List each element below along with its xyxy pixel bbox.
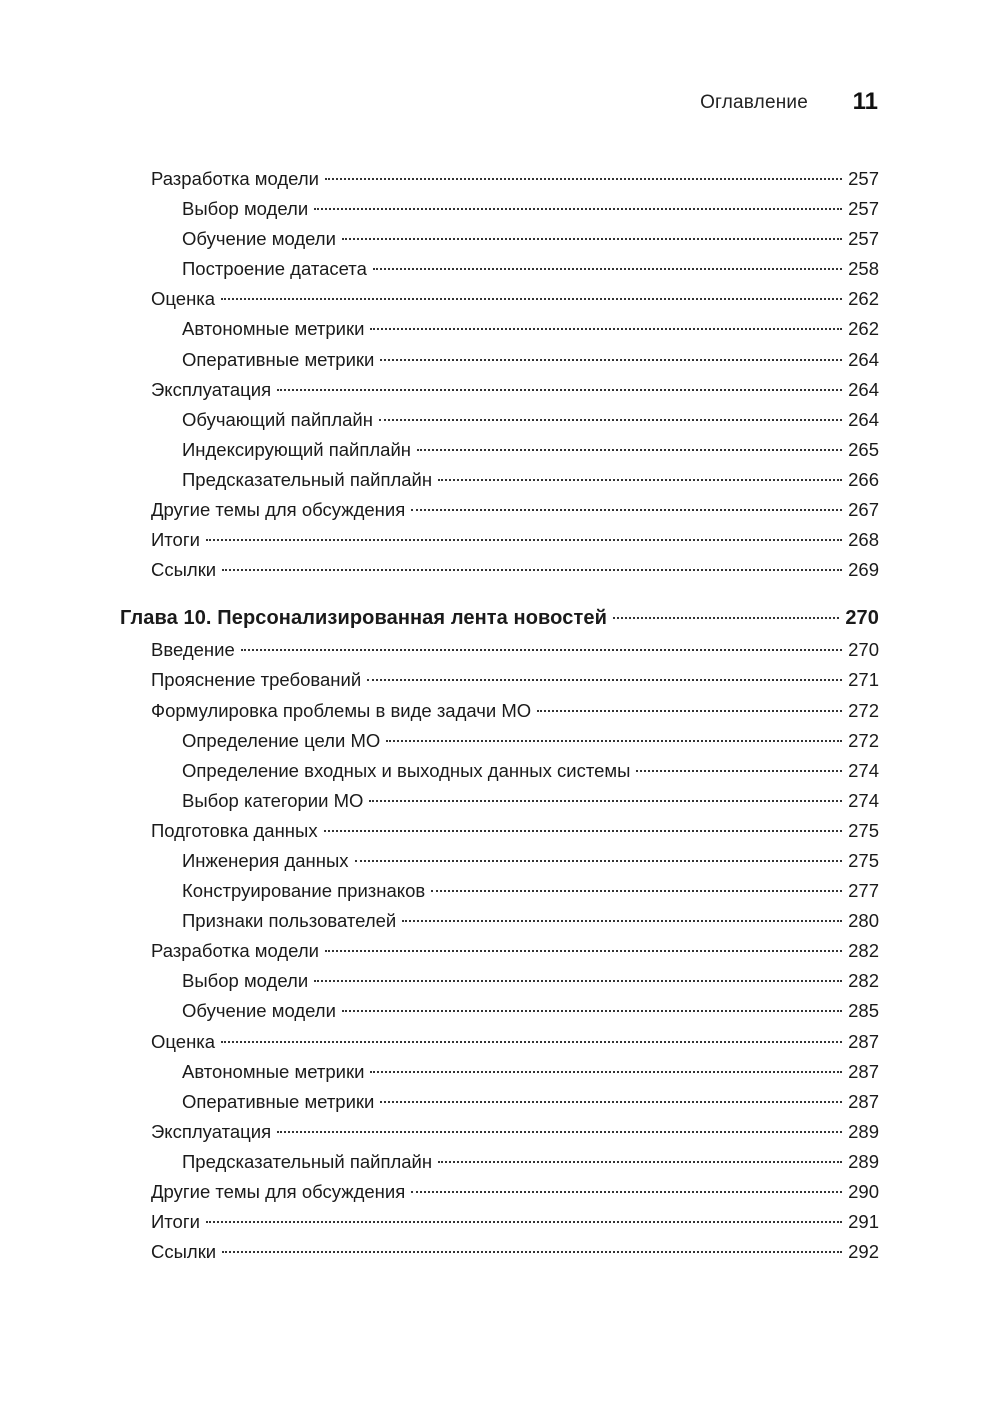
dot-leader xyxy=(369,800,842,802)
toc-entry[interactable] xyxy=(120,816,879,846)
dot-leader xyxy=(537,710,842,712)
toc-entry-title: Индексирующий пайплайн xyxy=(182,438,412,460)
toc-entry[interactable] xyxy=(120,1027,879,1057)
dot-leader xyxy=(379,419,842,421)
toc-entry-page: 267 xyxy=(848,499,879,521)
toc-entry-title: Выбор модели xyxy=(182,198,309,220)
toc-entry-title: Обучение модели xyxy=(182,1000,336,1022)
toc-entry-page: 264 xyxy=(848,408,879,430)
toc-entry-title: Предсказательный пайплайн xyxy=(182,1150,433,1172)
toc-entry-page: 266 xyxy=(848,468,879,490)
toc-entry-page: 275 xyxy=(848,819,879,841)
toc-entry-page: 262 xyxy=(848,288,879,310)
toc-entry-page: 274 xyxy=(848,789,879,811)
dot-leader xyxy=(367,679,842,681)
dot-leader xyxy=(431,890,842,892)
dot-leader xyxy=(411,1191,842,1193)
toc-entry-title: Эксплуатация xyxy=(151,1120,272,1142)
toc-entry-title: Ссылки xyxy=(151,1241,217,1263)
dot-leader xyxy=(373,268,842,270)
toc-entry[interactable] xyxy=(120,1237,879,1267)
table-of-contents xyxy=(120,164,879,1267)
toc-entry[interactable] xyxy=(120,345,879,375)
toc-entry-page: 287 xyxy=(848,1030,879,1052)
toc-entry-title: Оперативные метрики xyxy=(182,348,375,370)
dot-leader xyxy=(380,359,842,361)
dot-leader xyxy=(324,830,843,832)
dot-leader xyxy=(370,1071,842,1073)
dot-leader xyxy=(221,1041,842,1043)
toc-entry-title: Другие темы для обсуждения xyxy=(151,1181,406,1202)
dot-leader xyxy=(206,1221,842,1223)
toc-entry-title: Предсказательный пайплайн xyxy=(182,468,433,490)
dot-leader xyxy=(417,449,842,451)
toc-entry[interactable] xyxy=(120,906,879,936)
toc-entry-page: 292 xyxy=(848,1241,879,1263)
dot-leader xyxy=(636,770,842,772)
toc-entry[interactable] xyxy=(120,726,879,756)
toc-entry-title: Признаки пользователей xyxy=(182,910,397,932)
toc-entry[interactable] xyxy=(120,284,879,314)
toc-entry-title: Определение входных и выходных данных системы xyxy=(182,759,631,781)
toc-entry-page: 280 xyxy=(848,910,879,932)
toc-entry-page: 289 xyxy=(848,1150,879,1172)
toc-entry-page: 291 xyxy=(848,1211,879,1233)
toc-entry-page: 270 xyxy=(845,607,879,630)
dot-leader xyxy=(206,539,842,541)
dot-leader xyxy=(314,208,842,210)
toc-entry-page: 264 xyxy=(848,378,879,400)
toc-entry-title: Выбор модели xyxy=(182,970,309,992)
toc-entry-title: Определение цели МО xyxy=(182,729,381,751)
page-number: 11 xyxy=(852,88,878,115)
toc-entry-title: Подготовка данных xyxy=(151,819,318,841)
dot-leader xyxy=(277,1131,842,1133)
toc-entry[interactable] xyxy=(120,1057,879,1087)
toc-entry-title: Построение датасета xyxy=(182,258,367,280)
toc-entry-page: 285 xyxy=(848,1000,879,1022)
toc-entry[interactable] xyxy=(120,1117,879,1147)
toc-entry-page: 289 xyxy=(848,1120,879,1142)
toc-entry-title: Итоги xyxy=(151,529,200,551)
dot-leader xyxy=(370,328,842,330)
toc-entry-page: 271 xyxy=(848,669,879,691)
toc-entry-page: 257 xyxy=(848,198,879,220)
toc-entry-page: 262 xyxy=(848,318,879,340)
toc-entry-title: Прояснение требований xyxy=(151,669,362,691)
toc-entry-page: 270 xyxy=(848,639,879,661)
toc-entry-title: Обучающий пайплайн xyxy=(182,408,373,430)
toc-entry[interactable] xyxy=(120,846,879,876)
toc-entry[interactable] xyxy=(120,876,879,906)
toc-entry[interactable] xyxy=(120,1177,879,1207)
toc-entry-page: 258 xyxy=(848,258,879,280)
toc-entry[interactable] xyxy=(120,495,879,525)
toc-entry-title: Автономные метрики xyxy=(182,318,365,340)
toc-entry[interactable] xyxy=(120,1087,879,1117)
toc-entry[interactable] xyxy=(120,164,879,194)
running-title: Оглавление xyxy=(700,92,808,113)
dot-leader xyxy=(411,509,842,511)
dot-leader xyxy=(325,178,842,180)
toc-entry-page: 287 xyxy=(848,1090,879,1112)
toc-entry-page: 264 xyxy=(848,348,879,370)
toc-entry-page: 268 xyxy=(848,529,879,551)
toc-entry[interactable] xyxy=(120,465,879,495)
toc-entry[interactable] xyxy=(120,254,879,284)
dot-leader xyxy=(613,617,839,619)
dot-leader xyxy=(380,1101,842,1103)
dot-leader xyxy=(386,740,842,742)
toc-entry[interactable] xyxy=(120,435,879,465)
toc-entry[interactable] xyxy=(120,405,879,435)
toc-entry[interactable] xyxy=(120,786,879,816)
toc-entry-title: Итоги xyxy=(151,1211,200,1233)
toc-entry[interactable] xyxy=(120,314,879,344)
toc-entry[interactable] xyxy=(120,525,879,555)
toc-entry-page: 269 xyxy=(848,559,879,581)
toc-entry[interactable] xyxy=(120,1147,879,1177)
toc-entry-page: 277 xyxy=(848,880,879,902)
toc-entry-title: Ссылки xyxy=(151,559,217,581)
toc-entry-page: 272 xyxy=(848,729,879,751)
toc-entry[interactable] xyxy=(120,665,879,695)
toc-entry[interactable] xyxy=(120,756,879,786)
toc-entry-title: Глава 10. Персонализированная лента новостей xyxy=(120,607,607,630)
toc-entry-title: Введение xyxy=(151,639,235,661)
dot-leader xyxy=(438,1161,842,1163)
toc-entry[interactable] xyxy=(120,555,879,585)
toc-entry-title: Обучение модели xyxy=(182,228,336,250)
toc-entry-page: 257 xyxy=(848,228,879,250)
toc-entry-page: 265 xyxy=(848,438,879,460)
toc-entry-title: Оценка xyxy=(151,288,216,310)
dot-leader xyxy=(221,298,842,300)
page-header xyxy=(0,88,1000,120)
toc-entry-title: Эксплуатация xyxy=(151,378,272,400)
toc-entry[interactable] xyxy=(120,375,879,405)
dot-leader xyxy=(342,238,842,240)
dot-leader xyxy=(342,1010,842,1012)
toc-entry-title: Автономные метрики xyxy=(182,1060,365,1082)
dot-leader xyxy=(402,920,842,922)
toc-entry-page: 287 xyxy=(848,1060,879,1082)
toc-entry-title: Разработка модели xyxy=(151,940,319,962)
dot-leader xyxy=(222,1251,842,1253)
dot-leader xyxy=(438,479,842,481)
toc-entry-page: 257 xyxy=(848,168,879,189)
toc-entry[interactable] xyxy=(120,996,879,1026)
toc-entry[interactable] xyxy=(120,1207,879,1237)
toc-entry-title: Формулировка проблемы в виде задачи МО xyxy=(151,699,532,721)
toc-entry-page: 272 xyxy=(848,699,879,721)
toc-entry-page: 274 xyxy=(848,759,879,781)
toc-entry-title: Оперативные метрики xyxy=(182,1090,375,1112)
toc-entry-title: Другие темы для обсуждения xyxy=(151,499,406,521)
toc-entry-page: 290 xyxy=(848,1181,879,1202)
dot-leader xyxy=(314,980,842,982)
toc-entry[interactable] xyxy=(120,224,879,254)
toc-entry[interactable] xyxy=(120,194,879,224)
toc-entry-title: Разработка модели xyxy=(151,168,319,189)
toc-entry-page: 275 xyxy=(848,849,879,871)
toc-entry-title: Инженерия данных xyxy=(182,849,349,871)
toc-entry-title: Конструирование признаков xyxy=(182,880,426,902)
dot-leader xyxy=(222,569,842,571)
toc-entry-title: Выбор категории МО xyxy=(182,789,364,811)
dot-leader xyxy=(325,950,842,952)
toc-entry[interactable] xyxy=(120,966,879,996)
toc-entry[interactable] xyxy=(120,696,879,726)
toc-entry[interactable] xyxy=(120,936,879,966)
dot-leader xyxy=(355,860,843,862)
dot-leader xyxy=(241,649,842,651)
toc-entry-title: Оценка xyxy=(151,1030,216,1052)
toc-entry-page: 282 xyxy=(848,940,879,962)
dot-leader xyxy=(277,389,842,391)
toc-entry-page: 282 xyxy=(848,970,879,992)
